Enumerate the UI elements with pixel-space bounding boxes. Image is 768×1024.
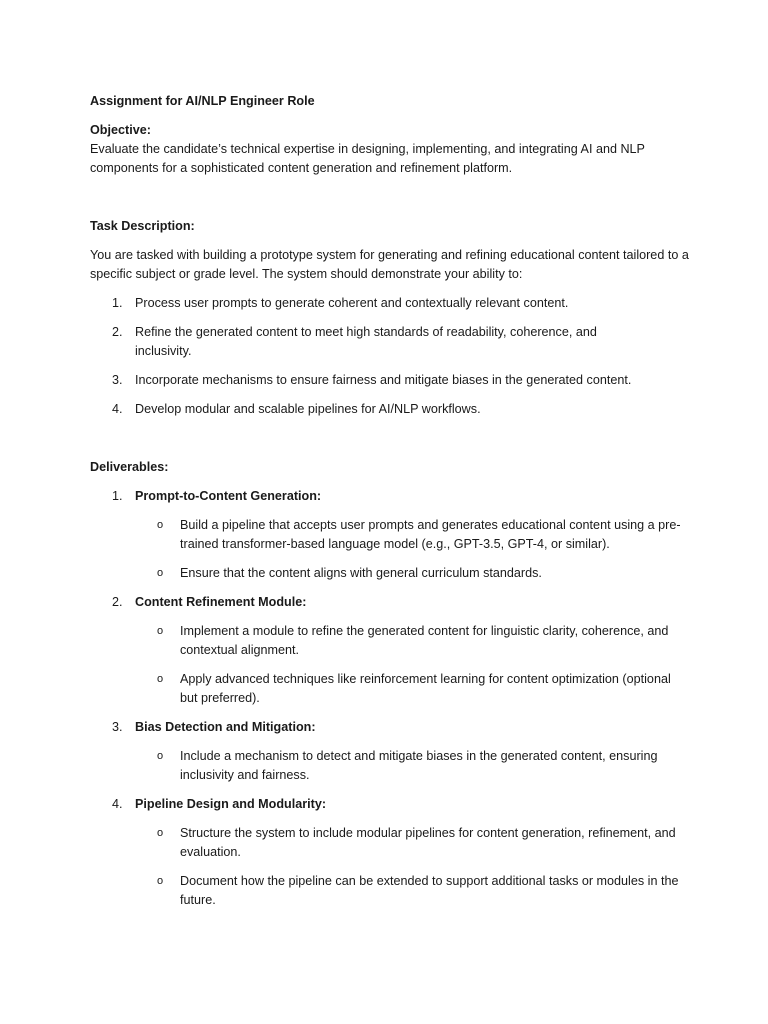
sub-bullet-item	[135, 622, 690, 660]
list-item-text: Process user prompts to generate coherent and contextually relevant content.	[135, 296, 569, 310]
task-description-intro: You are tasked with building a prototype system for generating and refining educational content tailored to a specific subject or grade level. The system should demonstrate your ability to:	[90, 248, 689, 281]
list-item-text: Incorporate mechanisms to ensure fairness and mitigate biases in the generated content.	[135, 373, 632, 387]
task-description-label: Task Description:	[90, 219, 195, 233]
list-item	[90, 371, 690, 390]
sub-bullet-list	[135, 824, 690, 910]
bullet-icon: o	[157, 625, 164, 637]
objective-label: Objective:	[90, 123, 151, 137]
sub-bullet-text: Ensure that the content aligns with general curriculum standards.	[180, 566, 542, 580]
sub-bullet-item	[135, 670, 690, 708]
sub-bullet-text: Build a pipeline that accepts user prompts and generates educational content using a pre-trained transformer-based language model (e.g., GPT-3.5, GPT-4, or similar).	[180, 518, 681, 551]
bullet-icon: o	[157, 567, 164, 579]
bullet-icon: o	[157, 519, 164, 531]
deliverable-item	[90, 718, 690, 785]
list-item	[90, 323, 690, 361]
list-number: 3.	[112, 720, 123, 734]
deliverable-heading: Content Refinement Module:	[135, 595, 307, 609]
sub-bullet-list	[135, 622, 690, 708]
list-number: 2.	[112, 325, 123, 339]
list-item-text: Develop modular and scalable pipelines for AI/NLP workflows.	[135, 402, 481, 416]
sub-bullet-item	[135, 516, 690, 554]
sub-bullet-text: Document how the pipeline can be extended to support additional tasks or modules in the future.	[180, 874, 679, 907]
sub-bullet-text: Apply advanced techniques like reinforcement learning for content optimization (optional but preferred).	[180, 672, 671, 705]
deliverable-heading: Prompt-to-Content Generation:	[135, 489, 322, 503]
deliverable-heading: Bias Detection and Mitigation:	[135, 720, 316, 734]
objective-text: Evaluate the candidate’s technical expertise in designing, implementing, and integrating AI and NLP components for a sophisticated content generation and refinement platform.	[90, 142, 645, 175]
document-title: Assignment for AI/NLP Engineer Role	[90, 94, 315, 108]
list-number: 1.	[112, 296, 123, 310]
sub-bullet-item	[135, 872, 690, 910]
deliverable-item	[90, 487, 690, 583]
list-number: 4.	[112, 402, 123, 416]
list-number: 3.	[112, 373, 123, 387]
section-spacer	[90, 429, 690, 458]
deliverables-label: Deliverables:	[90, 460, 169, 474]
list-number: 4.	[112, 797, 123, 811]
bullet-icon: o	[157, 875, 164, 887]
list-item-text: Refine the generated content to meet high standards of readability, coherence, and inclusivity.	[135, 325, 597, 358]
sub-bullet-list	[135, 516, 690, 583]
bullet-icon: o	[157, 673, 164, 685]
list-item	[90, 294, 690, 313]
deliverable-item	[90, 593, 690, 708]
sub-bullet-item	[135, 747, 690, 785]
bullet-icon: o	[157, 827, 164, 839]
bullet-icon: o	[157, 750, 164, 762]
sub-bullet-text: Structure the system to include modular pipelines for content generation, refinement, and evaluation.	[180, 826, 676, 859]
sub-bullet-text: Include a mechanism to detect and mitigate biases in the generated content, ensuring inclusivity and fairness.	[180, 749, 658, 782]
list-item	[90, 400, 690, 419]
sub-bullet-item	[135, 564, 690, 583]
deliverables-list	[90, 487, 690, 910]
task-list	[90, 294, 690, 419]
sub-bullet-item	[135, 824, 690, 862]
deliverable-item	[90, 795, 690, 910]
document-page	[90, 92, 690, 920]
deliverable-heading: Pipeline Design and Modularity:	[135, 797, 327, 811]
sub-bullet-list	[135, 747, 690, 785]
list-number: 2.	[112, 595, 123, 609]
list-number: 1.	[112, 489, 123, 503]
sub-bullet-text: Implement a module to refine the generated content for linguistic clarity, coherence, and contextual alignment.	[180, 624, 669, 657]
